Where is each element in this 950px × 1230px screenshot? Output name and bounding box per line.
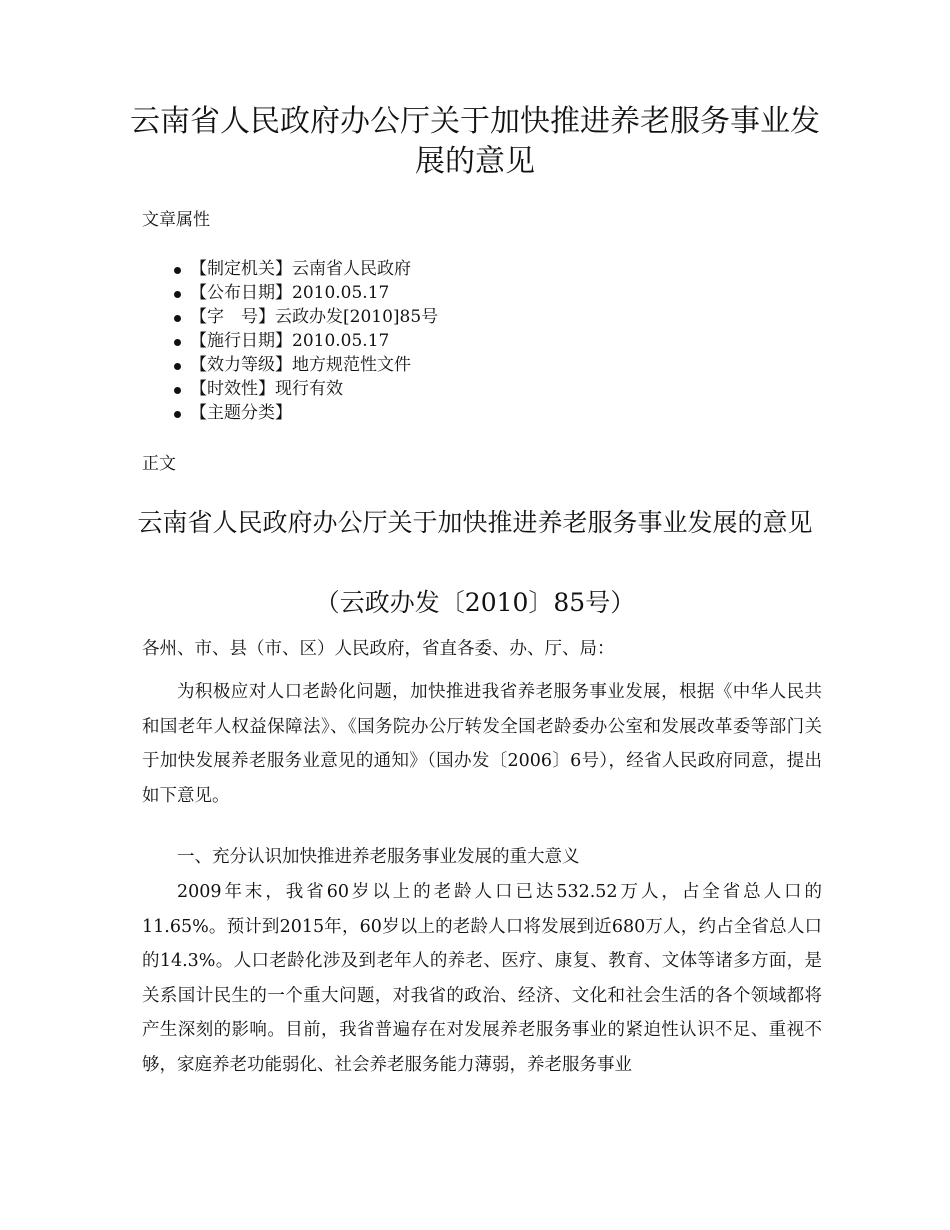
body-heading: 正文 (142, 454, 176, 474)
bullet-icon (174, 363, 181, 370)
section-heading: 一、充分认识加快推进养老服务事业发展的重大意义 (177, 847, 580, 867)
bullet-icon (174, 411, 181, 418)
paragraph: 为积极应对人口老龄化问题，加快推进我省养老服务事业发展，根据《中华人民共和国老年人权益保障法》、《国务院办公厅转发全国老龄委办公室和发展改革委等部门关于加快发展养老服务业意见的通知》（国办发〔2006〕6号），经省人民政府同意，提出如下意见。 (142, 682, 822, 806)
bullet-icon (174, 387, 181, 394)
bullet-icon (174, 267, 181, 274)
document-page: 云南省人民政府办公厅关于加快推进养老服务事业发展的意见 文章属性 【制定机关】云南省人民政府 【公布日期】2010.05.17 【字 号】云政办发[2010]85号 【施行日期】2010.05.17 【效力等级】地方规范性文件 【时效性】现行有效 【主题分类】 正文 云南省人民政府办公厅关于加快推进养老服务事业发展的意见 （云政办发〔2010〕85号） 各州、市、县（市、区）人民政府，省直各委、办、厅、局： 为积极应对人口老龄化问题，加快推进我省养老服务事业发展，根据《中华人民共和国老年人权益保障法》、《国务院办公厅转发全国老龄委办公室和发展改革委等部门关于加快发展养老服务业意见的通知》（国办发〔2006〕6号），经省人民政府同意，提出如下意见。 一、充分认识加快推进养老服务事业发展的重大意义 2009年末，我省60岁以上的老龄人口已达532.52万人，占全省总人口的11.65%。预计到2015年，60岁以上的老龄人口将发展到近680万人，约占全省总人口的14.3%。人口老龄化涉及到老年人的养老、医疗、康复、教育、文体等诸多方面，是关系国计民生的一个重大问题，对我省的政治、经济、文化和社会生活的各个领域都将产生深刻的影响。目前，我省普遍存在对发展养老服务事业的紧迫性认识不足、重视不够，家庭养老功能弱化、社会养老服务能力薄弱，养老服务事业 (0, 0, 950, 1230)
document-number: （云政办发〔2010〕85号） (314, 588, 636, 617)
paragraph: 2009年末，我省60岁以上的老龄人口已达532.52万人，占全省总人口的11.65%。预计到2015年，60岁以上的老龄人口将发展到近680万人，约占全省总人口的14.3%。人口老龄化涉及到老年人的养老、医疗、康复、教育、文体等诸多方面，是关系国计民生的一个重大问题，对我省的政治、经济、文化和社会生活的各个领域都将产生深刻的影响。目前，我省普遍存在对发展养老服务事业的紧迫性认识不足、重视不够，家庭养老功能弱化、社会养老服务能力薄弱，养老服务事业 (142, 882, 822, 1075)
salutation: 各州、市、县（市、区）人民政府，省直各委、办、厅、局： (142, 639, 615, 659)
bullet-icon (174, 339, 181, 346)
document-title: 云南省人民政府办公厅关于加快推进养老服务事业发展的意见 (130, 104, 820, 179)
bullet-icon (174, 291, 181, 298)
attributes-heading: 文章属性 (142, 210, 210, 230)
body-title: 云南省人民政府办公厅关于加快推进养老服务事业发展的意见 (137, 508, 813, 537)
bullet-icon (174, 315, 181, 322)
